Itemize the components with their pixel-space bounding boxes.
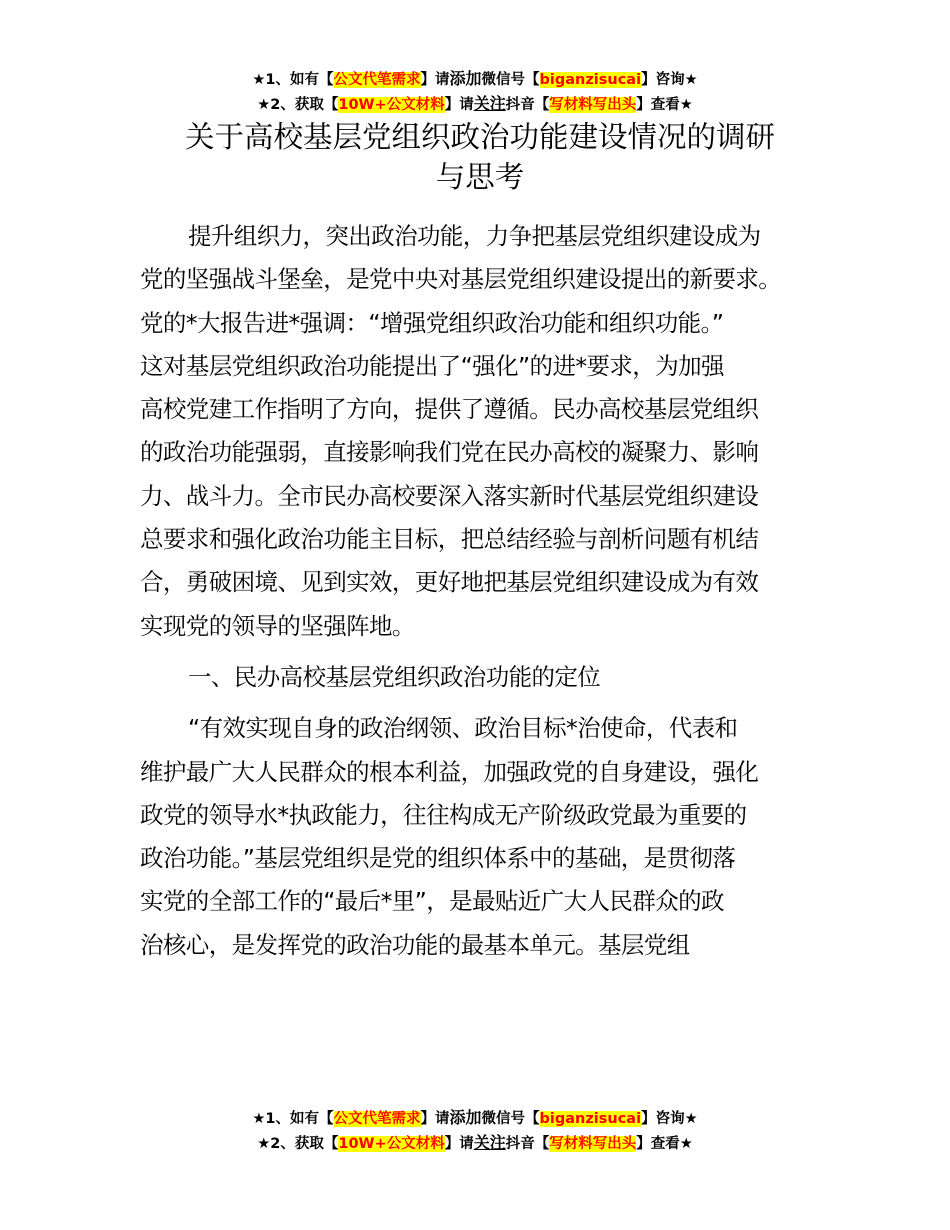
text-line: 实现党的领导的坚强阵地。 (140, 611, 415, 640)
banner-text: 微信号【 (481, 1111, 540, 1127)
banner-text: 】查看★ (636, 1136, 693, 1152)
text-line: 实党的全部工作的“最后*里”，是最贴近广大人民群众的政 (140, 887, 724, 916)
text-line: 提升组织力，突出政治功能，力争把基层党组织建设成为 (188, 222, 761, 250)
text-line: 合，勇破困境、见到实效，更好地把基层党组织建设成为有效 (140, 568, 759, 597)
banner-text: ★1、如有【 (252, 1111, 334, 1127)
banner-text: 抖音【 (505, 1136, 550, 1152)
banner-text: 】请 (444, 1136, 474, 1152)
banner-text: ★1、如有【 (252, 72, 334, 88)
text-line: 维护最广大人民群众的根本利益，加强政党的自身建设，强化 (140, 757, 759, 786)
text-line: 总要求和强化政治功能主目标，把总结经验与剖析问题有机结 (140, 525, 759, 554)
banner-text: 微信号【 (481, 72, 540, 88)
banner-text: 抖音【 (505, 97, 550, 113)
banner-text: 】请 (420, 72, 450, 88)
banner-line-1 (0, 1106, 950, 1131)
banner-highlight: 公文代笔需求 (333, 1111, 421, 1127)
banner-highlight: 写材料写出头 (549, 97, 637, 113)
banner-text: 】咨询★ (641, 72, 698, 88)
text-line: 政治功能。”基层党组织是党的组织体系中的基础，是贯彻落 (140, 844, 736, 873)
banner-text: 】咨询★ (641, 1111, 698, 1127)
text-line: 力、战斗力。全市民办高校要深入落实新时代基层党组织建设 (140, 481, 759, 510)
banner-emphasis: 添加 (449, 69, 482, 88)
text-line: 政党的领导水*执政能力，往往构成无产阶级政党最为重要的 (140, 800, 747, 829)
banner-highlight: 公文代笔需求 (333, 72, 421, 88)
text-line: 党的坚强战斗堡垒，是党中央对基层党组织建设提出的新要求。 (140, 265, 782, 294)
bottom-banner (0, 1106, 950, 1156)
banner-text: 】查看★ (636, 97, 693, 113)
banner-highlight: 写材料写出头 (549, 1136, 637, 1152)
banner-highlight: biganzisucai (539, 1111, 642, 1127)
text-line: 高校党建工作指明了方向，提供了遵循。民办高校基层党组织 (140, 395, 759, 424)
document-title (140, 117, 820, 197)
title-line-2: 与思考 (435, 160, 525, 194)
text-line: 治核心，是发挥党的政治功能的最基本单元。基层党组 (140, 930, 690, 959)
banner-line-1 (0, 67, 950, 92)
banner-emphasis: 添加 (449, 1108, 482, 1127)
banner-highlight: 10W+公文材料 (338, 1136, 445, 1152)
top-banner (0, 67, 950, 117)
text-line: 这对基层党组织政治功能提出了“强化”的进*要求，为加强 (140, 351, 724, 380)
banner-highlight: biganzisucai (539, 72, 642, 88)
banner-text: ★2、获取【 (257, 97, 339, 113)
paragraph-intro (140, 215, 830, 648)
section-heading (140, 656, 830, 699)
heading-line: 一、民办高校基层党组织政治功能的定位 (188, 662, 601, 691)
banner-emphasis: 关注 (473, 1133, 506, 1152)
banner-text: 】请 (444, 97, 474, 113)
banner-line-2 (0, 1131, 950, 1156)
banner-line-2 (0, 92, 950, 117)
title-line-1: 关于高校基层党组织政治功能建设情况的调研 (184, 120, 775, 154)
banner-highlight: 10W+公文材料 (338, 97, 445, 113)
banner-text: 】请 (420, 1111, 450, 1127)
banner-text: ★2、获取【 (257, 1136, 339, 1152)
paragraph-section-1 (140, 707, 830, 967)
banner-emphasis: 关注 (473, 94, 506, 113)
text-line: “有效实现自身的政治纲领、政治目标*治使命，代表和 (188, 714, 738, 743)
text-line: 的政治功能强弱，直接影响我们党在民办高校的凝聚力、影响 (140, 438, 759, 467)
document-body (140, 215, 830, 975)
text-line: 党的*大报告进*强调：“增强党组织政治功能和组织功能。” (140, 308, 724, 337)
